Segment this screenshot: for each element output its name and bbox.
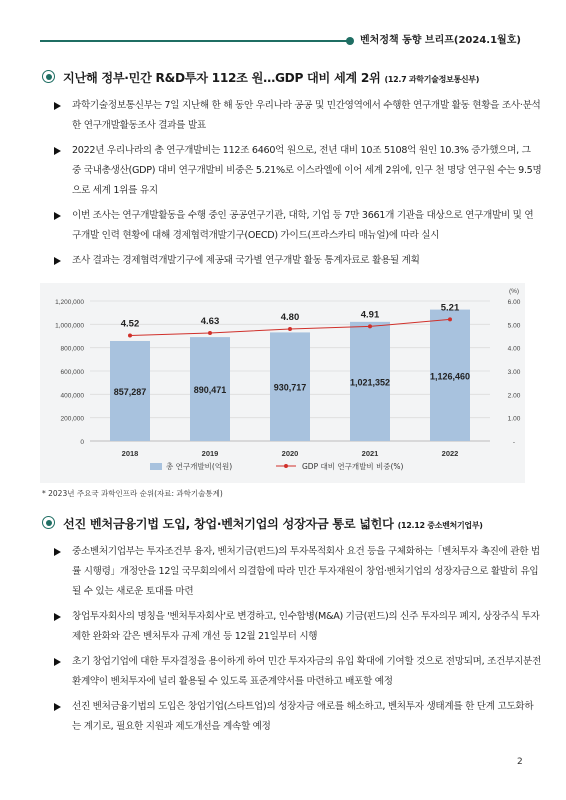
line-value-label: 4.80 bbox=[280, 312, 300, 323]
y-tick-label-right: - bbox=[512, 439, 516, 446]
list-item: 중소벤처기업부는 투자조건부 융자, 벤처기금(펀드)의 투자목적회사 요건 등을 구체화하는「벤처투자 촉진에 관한 법률 시행령」개정안을 12일 국무회의에서 의결함에 따라 민간 투자재원이 창업·벤처기업의 성장자금으로 활발히 유입될 수 있는 새로운 토대를 마련 bbox=[52, 542, 542, 602]
rd-chart-svg bbox=[40, 283, 525, 483]
line-point-gdp-ratio bbox=[128, 334, 132, 338]
y-tick-label-right: 6.00 bbox=[507, 299, 521, 306]
section-1-source: (12.7 과학기술정보통신부) bbox=[384, 75, 480, 84]
list-item: 조사 결과는 경제협력개발기구에 제공돼 국가별 연구개발 활동 통계자료로 활용될 계획 bbox=[52, 251, 542, 271]
list-item: 선진 벤처금융기법의 도입은 창업기업(스타트업)의 성장자금 애로를 해소하고, 벤처투자 생태계를 한 단계 고도화하는 계기로, 필요한 지원과 제도개선을 계속할 예정 bbox=[52, 697, 542, 737]
y-tick-label-right: 3.00 bbox=[507, 369, 521, 376]
y-tick-label-left: 400,000 bbox=[60, 392, 84, 400]
page-number: 2 bbox=[517, 757, 523, 767]
line-point-gdp-ratio bbox=[208, 331, 212, 335]
list-item: 초기 창업기업에 대한 투자결정을 용이하게 하여 민간 투자자금의 유입 확대에 기여할 것으로 전망되며, 조건부지분전환계약이 벤처투자에 널리 활용될 수 있도록 표준계약서를 마련하고 배포할 예정 bbox=[52, 652, 542, 692]
y-tick-label-right: 2.00 bbox=[507, 392, 521, 400]
section-1-heading bbox=[42, 69, 542, 86]
chart-note: * 2023년 주요국 과학인프라 순위(자료: 과학기술통계) bbox=[42, 489, 223, 498]
y-tick-label-right: 1.00 bbox=[507, 415, 521, 423]
bar-value-label: 930,717 bbox=[273, 382, 307, 393]
section-2-source: (12.12 중소벤처기업부) bbox=[397, 521, 483, 530]
line-point-gdp-ratio bbox=[288, 327, 292, 331]
y-tick-label-left: 200,000 bbox=[60, 415, 84, 423]
list-item: 이번 조사는 연구개발활동을 수행 중인 공공연구기관, 대학, 기업 등 7만 3661개 기관을 대상으로 연구개발비 및 연구개발 인력 현황에 대해 경제협력개발기구(OECD) 가이드(프라스카티 매뉴얼)에 따라 실시 bbox=[52, 206, 542, 246]
section-2 bbox=[42, 515, 542, 742]
bar-value-label: 1,126,460 bbox=[429, 371, 471, 382]
header-dot-icon bbox=[346, 37, 354, 45]
y-tick-label-left: 800,000 bbox=[60, 345, 84, 353]
x-tick-label: 2021 bbox=[361, 449, 379, 458]
legend-label-line: GDP 대비 연구개발비 비중(%) bbox=[302, 462, 404, 471]
bar-value-label: 890,471 bbox=[193, 385, 227, 396]
line-point-gdp-ratio bbox=[448, 317, 452, 321]
x-tick-label: 2019 bbox=[201, 449, 219, 458]
list-item: 창업투자회사의 명칭을 '벤처투자회사'로 변경하고, 인수합병(M&A) 기금(펀드)의 신주 투자의무 폐지, 상장주식 투자제한 완화와 같은 벤처투자 규제 개선 등 12월 21일부터 시행 bbox=[52, 607, 542, 647]
x-tick-label: 2020 bbox=[281, 449, 299, 458]
section-1-list bbox=[42, 96, 542, 271]
x-tick-label: 2018 bbox=[121, 449, 139, 458]
circle-bullet-icon bbox=[42, 70, 55, 83]
y-tick-label-left: 1,000,000 bbox=[55, 322, 84, 330]
bar-value-label: 857,287 bbox=[113, 386, 147, 397]
line-value-label: 5.21 bbox=[440, 302, 460, 314]
section-2-title: 선진 벤처금융기법 도입, 창업·벤처기업의 성장자금 통로 넓힌다 bbox=[63, 517, 394, 531]
header-line bbox=[40, 40, 350, 42]
rd-chart bbox=[40, 283, 525, 483]
y-tick-label-left: 1,200,000 bbox=[55, 299, 84, 306]
list-item: 과학기술정보통신부는 7일 지난해 한 해 동안 우리나라 공공 및 민간영역에서 수행한 연구개발 활동 현황을 조사·분석한 연구개발활동조사 결과를 발표 bbox=[52, 96, 542, 136]
line-value-label: 4.52 bbox=[120, 318, 140, 330]
bar-value-label: 1,021,352 bbox=[349, 377, 391, 388]
legend-marker-line bbox=[284, 464, 288, 468]
circle-bullet-icon bbox=[42, 516, 55, 529]
y-tick-label-left: 0 bbox=[80, 439, 84, 446]
list-item: 2022년 우리나라의 총 연구개발비는 112조 6460억 원으로, 전년 대비 10조 5108억 원인 10.3% 증가했으며, 그 중 국내총생산(GDP) 대비 연구개발비 비중은 5.21%로 이스라엘에 이어 세계 2위에, 인구 천 명당 연구원 수는 9.5명으로 세계 1위를 유지 bbox=[52, 141, 542, 201]
line-point-gdp-ratio bbox=[368, 324, 372, 328]
header-title: 벤처정책 동향 브리프(2024.1월호) bbox=[360, 35, 521, 46]
section-1-title: 지난해 정부·민간 R&D투자 112조 원…GDP 대비 세계 2위 bbox=[63, 71, 381, 85]
legend-swatch-bar bbox=[150, 463, 162, 470]
section-1 bbox=[42, 69, 542, 276]
x-tick-label: 2022 bbox=[441, 449, 459, 458]
y-tick-label-right: 4.00 bbox=[507, 345, 521, 353]
legend-label-bar: 총 연구개발비(억원) bbox=[166, 462, 233, 471]
section-2-heading bbox=[42, 515, 542, 532]
line-value-label: 4.63 bbox=[200, 315, 220, 327]
y-tick-label-right: 5.00 bbox=[507, 322, 521, 330]
y-unit-right: (%) bbox=[508, 288, 520, 295]
y-tick-label-left: 600,000 bbox=[60, 369, 84, 376]
line-value-label: 4.91 bbox=[360, 309, 380, 321]
section-2-list bbox=[42, 542, 542, 737]
